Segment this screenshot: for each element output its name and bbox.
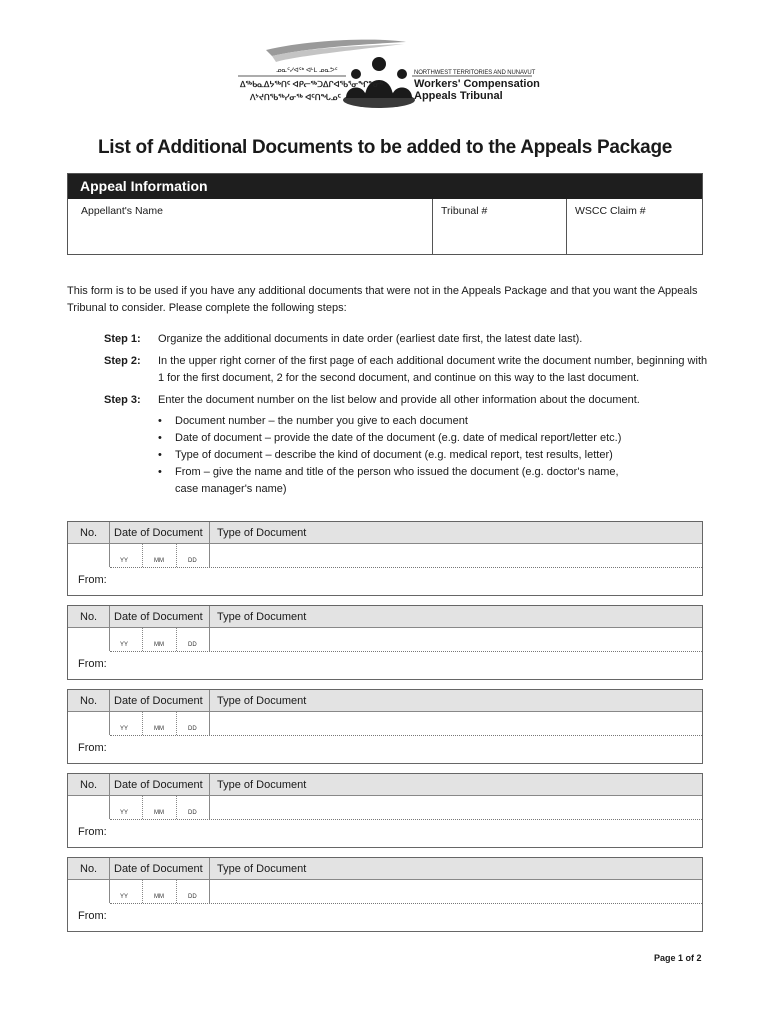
doc-type-label: Type of Document	[217, 863, 307, 875]
divider	[109, 606, 110, 651]
date-separator	[176, 628, 177, 651]
month-label: MM	[154, 642, 164, 648]
divider	[209, 774, 210, 819]
day-label: DD	[188, 558, 197, 564]
doc-from-label: From:	[78, 826, 107, 838]
day-label: DD	[188, 894, 197, 900]
doc-type-label: Type of Document	[217, 779, 307, 791]
doc-from-label: From:	[78, 742, 107, 754]
bullet-item: • Type of document – describe the kind of document (e.g. medical report, test results, letter)	[158, 449, 613, 461]
doc-number-label: No.	[80, 695, 98, 707]
month-label: MM	[154, 810, 164, 816]
bullet-item: • Document number – the number you give to each document	[158, 415, 468, 427]
dotted-divider	[110, 735, 702, 736]
doc-from-label: From:	[78, 910, 107, 922]
date-separator	[176, 544, 177, 567]
org-region: NORTHWEST TERRITORIES AND NUNAVUT	[414, 70, 536, 76]
document-entry[interactable]	[67, 773, 703, 848]
bullet-item: • Date of document – provide the date of the document (e.g. date of medical report/letter etc.)	[158, 432, 622, 444]
date-separator	[142, 628, 143, 651]
appeal-info-heading: Appeal Information	[68, 174, 702, 199]
intro-text: This form is to be used if you have any additional documents that were not in the Appeals Package and that you want the Appeals Tribunal to consider. Please complete the following steps:	[67, 285, 698, 314]
doc-date-label: Date of Document	[114, 695, 203, 707]
date-separator	[176, 712, 177, 735]
date-separator	[142, 880, 143, 903]
tribunal-number-field[interactable]	[432, 199, 566, 255]
year-label: YY	[120, 726, 129, 732]
date-separator	[142, 796, 143, 819]
date-separator	[142, 544, 143, 567]
syllabics-line-3: ᐱᔾᔪᑎᖃᖅᓯᓂᖅ ᐊᑦᑎᖓᓄᑦ	[250, 93, 341, 102]
year-label: YY	[120, 894, 129, 900]
bullet-item: • From – give the name and title of the person who issued the document (e.g. doctor's name, case manager's name)	[158, 466, 619, 495]
dotted-divider	[110, 819, 702, 820]
org-name-line-1: Workers' Compensation	[414, 78, 540, 90]
doc-number-label: No.	[80, 779, 98, 791]
doc-date-label: Date of Document	[114, 527, 203, 539]
wscc-claim-label: WSCC Claim #	[575, 205, 646, 217]
doc-from-label: From:	[78, 658, 107, 670]
divider	[109, 774, 110, 819]
page-number: Page 1 of 2	[654, 953, 702, 963]
day-label: DD	[188, 726, 197, 732]
appellant-name-field[interactable]	[68, 199, 432, 255]
bullet-text: Type of document – describe the kind of document (e.g. medical report, test results, letter)	[175, 449, 613, 461]
date-separator	[176, 796, 177, 819]
doc-date-label: Date of Document	[114, 863, 203, 875]
year-label: YY	[120, 558, 129, 564]
step-2-label: Step 2:	[104, 355, 141, 367]
divider	[109, 858, 110, 903]
appellant-name-label: Appellant's Name	[81, 205, 163, 217]
step-3-bullets	[158, 413, 708, 498]
doc-type-label: Type of Document	[217, 527, 307, 539]
month-label: MM	[154, 558, 164, 564]
divider	[209, 858, 210, 903]
doc-date-label: Date of Document	[114, 611, 203, 623]
step-1-label: Step 1:	[104, 333, 141, 345]
doc-type-label: Type of Document	[217, 695, 307, 707]
tribunal-logo	[236, 36, 540, 116]
bullet-text: Document number – the number you give to each document	[175, 415, 468, 427]
appeal-info-section	[67, 173, 703, 255]
divider	[209, 690, 210, 735]
step-1-text: Organize the additional documents in date order (earliest date first, the latest date last).	[158, 333, 583, 345]
month-label: MM	[154, 894, 164, 900]
org-name-line-2: Appeals Tribunal	[414, 90, 503, 102]
step-3-label: Step 3:	[104, 394, 141, 406]
doc-from-label: From:	[78, 574, 107, 586]
doc-type-label: Type of Document	[217, 611, 307, 623]
document-entry[interactable]	[67, 605, 703, 680]
divider	[109, 690, 110, 735]
step-2-text: In the upper right corner of the first page of each additional document write the document number, beginning with 1 for the first document, 2 for the second document, and continue on this way to the last document.	[158, 355, 708, 384]
divider	[209, 522, 210, 567]
document-entry[interactable]	[67, 857, 703, 932]
document-entry[interactable]	[67, 521, 703, 596]
date-separator	[142, 712, 143, 735]
logo-graphic	[236, 36, 536, 116]
bullet-text: Date of document – provide the date of the document (e.g. date of medical report/letter etc.)	[175, 432, 622, 444]
day-label: DD	[188, 810, 197, 816]
bullet-text: From – give the name and title of the person who issued the document (e.g. doctor's name, case manager's name)	[175, 466, 619, 495]
syllabics-line-1: ᓄᓇᑦᓯᐊᖅ ᐊᒻᒪ ᓄᓇᕗᑦ	[276, 67, 338, 74]
document-entry[interactable]	[67, 689, 703, 764]
day-label: DD	[188, 642, 197, 648]
divider	[209, 606, 210, 651]
step-3-text: Enter the document number on the list below and provide all other information about the document.	[158, 394, 640, 406]
year-label: YY	[120, 810, 129, 816]
dotted-divider	[110, 567, 702, 568]
divider	[109, 522, 110, 567]
syllabics-line-2: ᐃᖅᑲᓇᐃᔭᖅᑎᑦ ᐊᑭᓕᖅᑐᐃᒋᐊᖃᕐᓂᖏᓐᓂᒃ	[240, 80, 384, 89]
page-title: List of Additional Documents to be added to the Appeals Package	[97, 137, 673, 158]
dotted-divider	[110, 651, 702, 652]
wscc-claim-field[interactable]	[566, 199, 702, 255]
year-label: YY	[120, 642, 129, 648]
doc-number-label: No.	[80, 611, 98, 623]
dotted-divider	[110, 903, 702, 904]
tribunal-number-label: Tribunal #	[441, 205, 488, 217]
doc-number-label: No.	[80, 527, 98, 539]
doc-date-label: Date of Document	[114, 779, 203, 791]
month-label: MM	[154, 726, 164, 732]
doc-number-label: No.	[80, 863, 98, 875]
date-separator	[176, 880, 177, 903]
